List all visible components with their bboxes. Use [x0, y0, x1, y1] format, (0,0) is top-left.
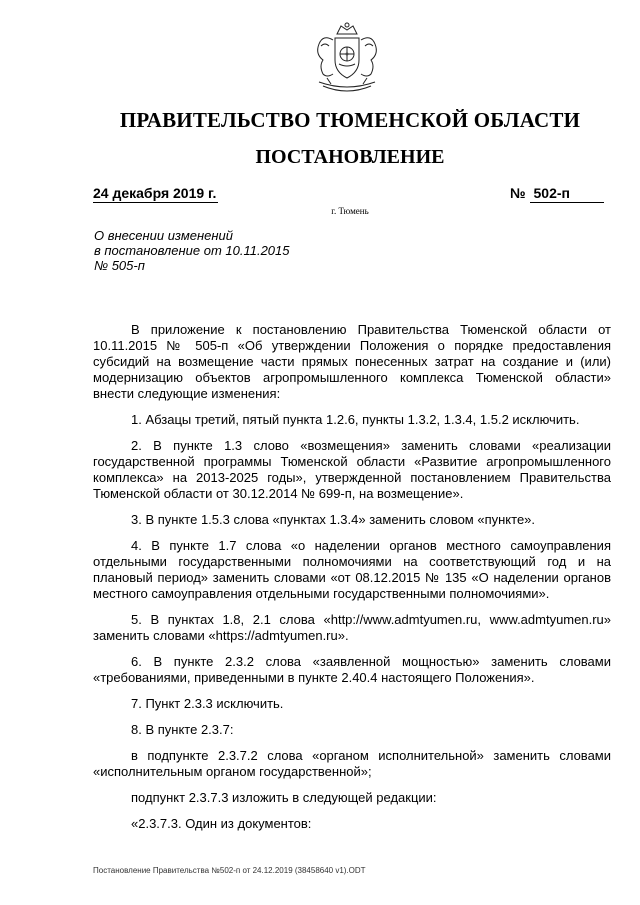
page-footer: Постановление Правительства №502-п от 24.12.2019 (38458640 v1).ODT [93, 866, 366, 875]
paragraph-5: 5. В пунктах 1.8, 2.1 слова «http://www.admtyumen.ru, www.admtyumen.ru» заменить словами «https://admtyumen.ru». [93, 612, 611, 643]
government-title: ПРАВИТЕЛЬСТВО ТЮМЕНСКОЙ ОБЛАСТИ [119, 108, 581, 132]
paragraph-9: в подпункте 2.3.7.2 слова «органом исполнительной» заменить словами «исполнительным органом государственной»; [93, 748, 611, 779]
paragraph-1: 1. Абзацы третий, пятый пункта 1.2.6, пункты 1.3.2, 1.3.4, 1.5.2 исключить. [131, 412, 580, 427]
city: г. Тюмень [331, 206, 369, 216]
document-number [510, 185, 604, 203]
paragraph-8: 8. В пункте 2.3.7: [131, 722, 234, 737]
paragraph-7: 7. Пункт 2.3.3 исключить. [131, 696, 284, 711]
paragraph-10: подпункт 2.3.7.3 изложить в следующей редакции: [131, 790, 437, 805]
document-type: ПОСТАНОВЛЕНИЕ [255, 146, 445, 168]
paragraph-4: 4. В пункте 1.7 слова «о наделении органов местного самоуправления отдельными государственными полномочиями на соответствующий год и на плановый период» заменить словами «от 08.12.2015 № 135 «О наделении органов местного самоуправления отдельными государственными полномочиями». [93, 538, 611, 601]
number-prefix: № [510, 185, 526, 201]
subject-line: № 505-п [94, 258, 145, 273]
coat-of-arms-icon [305, 20, 389, 98]
number-value: 502-п [530, 185, 604, 203]
paragraph-intro: В приложение к постановлению Правительства Тюменской области от 10.11.2015 № 505-п «Об утверждении Положения о порядке предоставления субсидий на возмещение части прямых понесенных затрат на создание и (или) модернизацию объектов агропромышленного комплекса Тюменской области» внести следующие изменения: [93, 322, 611, 401]
paragraph-2: 2. В пункте 1.3 слово «возмещения» заменить словами «реализации государственной программы Тюменской области «Развитие агропромышленного комплекса» на 2013-2025 годы», утвержденной постановлением Правительства Тюменской области от 30.12.2014 № 699-п, на возмещение». [93, 438, 611, 501]
paragraph-6: 6. В пункте 2.3.2 слова «заявленной мощностью» заменить словами «требованиями, приведенными в пункте 2.40.4 настоящего Положения». [93, 654, 611, 685]
paragraph-3: 3. В пункте 1.5.3 слова «пунктах 1.3.4» заменить словом «пункте». [131, 512, 536, 527]
subject-line: О внесении изменений [94, 228, 233, 243]
paragraph-11: «2.3.7.3. Один из документов: [131, 816, 312, 831]
document-subject [94, 228, 394, 273]
document-body [93, 322, 611, 842]
subject-line: в постановление от 10.11.2015 [94, 243, 290, 258]
document-date: 24 декабря 2019 г. [93, 185, 217, 201]
